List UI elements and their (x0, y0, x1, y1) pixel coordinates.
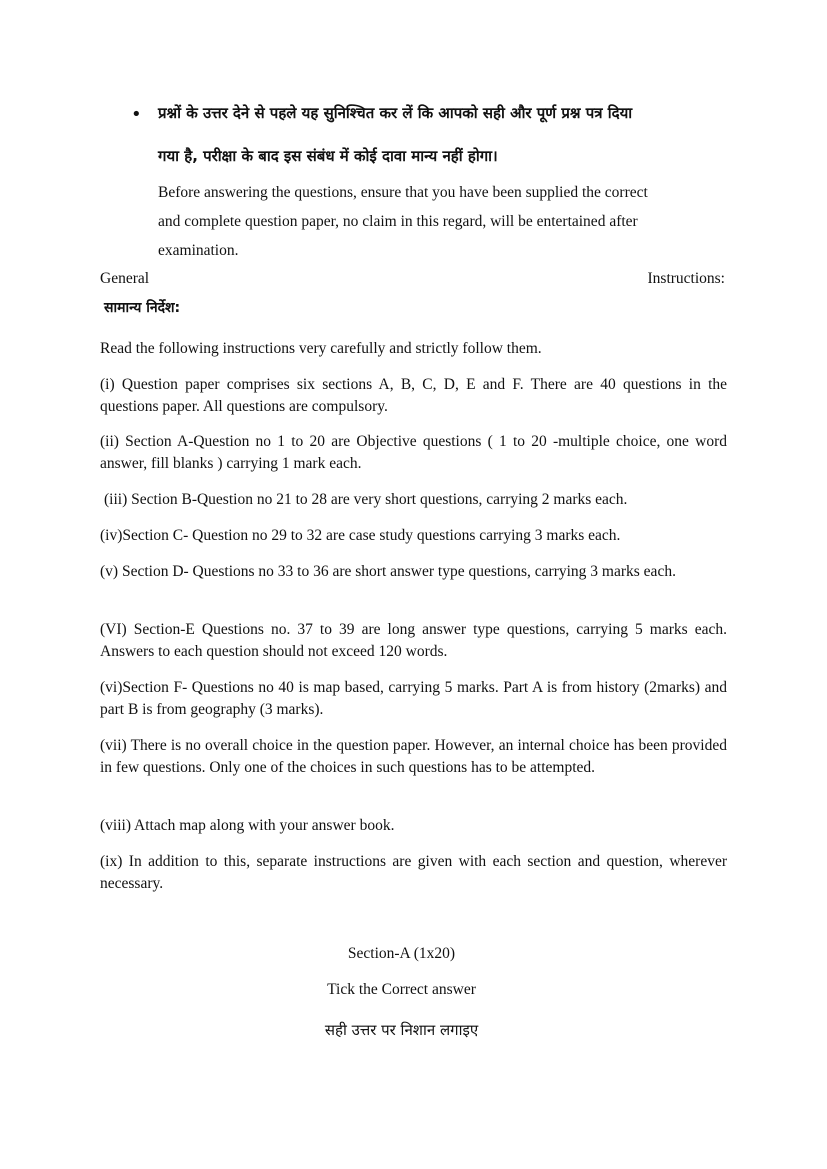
instruction-item: (i) Question paper comprises six sections A, B, C, D, E and F. There are 40 questions in the questions paper. All questions are compulsory. (100, 376, 727, 415)
general-heading: General (100, 270, 150, 287)
instruction-item: (vi)Section F- Questions no 40 is map based, carrying 5 marks. Part A is from history (2marks) and part B is from geography (3 marks). (100, 679, 727, 718)
bullet-english-line-1: Before answering the questions, ensure that you have been supplied the correct (158, 184, 648, 201)
bullet-icon: • (131, 104, 142, 125)
bullet-english-line-2: and complete question paper, no claim in this regard, will be entertained after (158, 213, 638, 230)
tick-correct-answer-hindi: सही उत्तर पर निशान लगाइए (324, 1021, 479, 1039)
tick-correct-answer: Tick the Correct answer (327, 981, 476, 998)
instruction-item: (v) Section D- Questions no 33 to 36 are short answer type questions, carrying 3 marks each. (100, 563, 676, 580)
bullet-hindi-line-1: प्रश्नों के उत्तर देने से पहले यह सुनिश्चित कर लें कि आपको सही और पूर्ण प्रश्न पत्र दिया (158, 104, 633, 122)
section-a-title: Section-A (1x20) (347, 945, 456, 962)
instruction-item: (viii) Attach map along with your answer book. (100, 817, 395, 834)
hindi-instructions-heading: सामान्य निर्देश: (104, 300, 181, 316)
instruction-item: (iv)Section C- Question no 29 to 32 are case study questions carrying 3 marks each. (100, 527, 621, 544)
instruction-item: (VI) Section-E Questions no. 37 to 39 are long answer type questions, carrying 5 marks each. Answers to each question should not exceed 120 words. (100, 621, 727, 660)
instructions-intro: Read the following instructions very carefully and strictly follow them. (100, 340, 542, 357)
instruction-item: (ix) In addition to this, separate instructions are given with each section and question, wherever necessary. (100, 853, 727, 892)
instruction-item: (vii) There is no overall choice in the question paper. However, an internal choice has been provided in few questions. Only one of the choices in such questions has to be attempted. (100, 737, 727, 776)
instructions-heading: Instructions: (647, 270, 725, 287)
bullet-hindi-line-2: गया है, परीक्षा के बाद इस संबंध में कोई दावा मान्य नहीं होगा। (158, 147, 498, 165)
instruction-item: (iii) Section B-Question no 21 to 28 are very short questions, carrying 2 marks each. (104, 491, 628, 508)
instruction-item: (ii) Section A-Question no 1 to 20 are Objective questions ( 1 to 20 -multiple choice, one word answer, fill blanks ) carrying 1 mark each. (100, 433, 727, 472)
bullet-english-line-3: examination. (158, 242, 239, 259)
